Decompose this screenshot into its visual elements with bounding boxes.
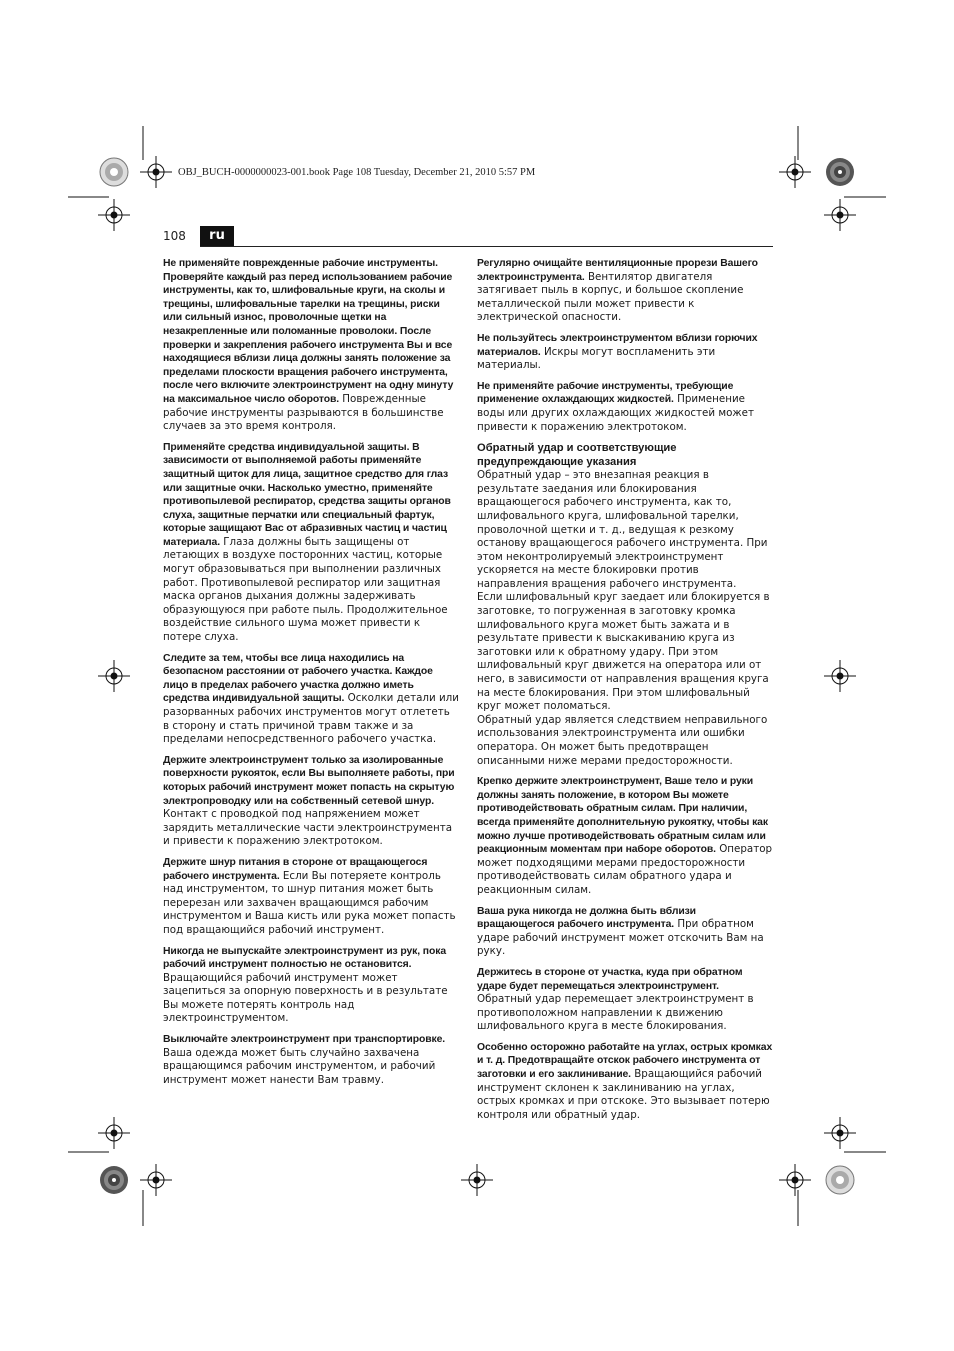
crosshair-left-upper xyxy=(98,199,130,231)
crosshair-left-lower xyxy=(98,1117,130,1149)
warning-paragraph xyxy=(477,966,773,1034)
book-info-line: OBJ_BUCH-0000000023-001.book Page 108 Tuesday, December 21, 2010 5:57 PM xyxy=(178,167,536,178)
crosshair-right-lower xyxy=(824,1117,856,1149)
section-heading: Обратный удар и соответствующие предупреждающие указания xyxy=(477,442,677,469)
star-target-top-right xyxy=(826,158,854,186)
warning-paragraph xyxy=(477,257,773,325)
crosshair-top-left xyxy=(140,156,172,188)
star-target-top-left xyxy=(100,158,128,186)
crosshair-left-middle xyxy=(98,660,130,692)
right-column xyxy=(477,257,773,1129)
warning-text: Контакт с проводкой под напряжением может зарядить металлические части электроинструмента и привести к поражению электротоком. xyxy=(163,808,453,848)
crosshair-right-middle xyxy=(824,660,856,692)
crosshair-bottom-center xyxy=(461,1164,493,1196)
header-rule xyxy=(200,246,773,247)
warning-bold: Регулярно очищайте вентиляционные прорези Вашего электроинструмента. xyxy=(477,258,758,283)
warning-bold: Не применяйте рабочие инструменты, требующие применение охлаждающих жидкостей. xyxy=(477,380,734,406)
crosshair-bottom-left xyxy=(140,1164,172,1196)
warning-paragraph xyxy=(163,1033,459,1087)
warning-text: Оператор может подходящими мерами предосторожности противодействовать силам обратного удара и реакционным силам. xyxy=(477,843,773,896)
star-target-bottom-right xyxy=(826,1166,854,1194)
warning-paragraph xyxy=(477,905,773,959)
body-paragraph: Обратный удар – это внезапная реакция в результате заедания или блокирования вращающегося рабочего инструмента, как то, шлифовального круга, шлифовальной тарелки, проволочной щетки и т. д., ведущая к резкому останову вращающегося рабочего инструмента. При этом неконтролируемый электроинструмент ускоряется на месте блокировки против направления вращения рабочего инструмента. xyxy=(477,469,768,590)
warning-bold: Держите электроинструмент только за изолированные поверхности рукояток, если Вы выполняете работы, при которых рабочий инструмент может попасть на скрытую электропроводку или на собственный сетевой шнур. xyxy=(163,754,455,807)
crosshair-top-right xyxy=(779,156,811,188)
warning-bold: Выключайте электроинструмент при транспортировке. xyxy=(163,1034,446,1046)
warning-text: При обратном ударе рабочий инструмент может отскочить Вам на руку. xyxy=(477,918,764,958)
warning-text: Ваша одежда может быть случайно захвачена вращающимся рабочим инструментом, и рабочий инструмент может нанести Вам травму. xyxy=(163,1046,436,1086)
warning-text: Глаза должны быть защищены от летающих в воздухе посторонних частиц, которые могут образовываться при выполнении различных работ. Противопылевой респиратор или защитная маска органов дыхания должны задерживать образующуюся при работе пыль. Продолжительное воздействие сильного шума может привести к потере слуха. xyxy=(163,535,448,644)
warning-bold: Держите шнур питания в стороне от вращающегося рабочего инструмента. xyxy=(163,856,428,882)
warning-text: Применение воды или других охлаждающих жидкостей может привести к поражению электротоком. xyxy=(477,393,755,433)
warning-paragraph xyxy=(477,1041,773,1123)
warning-paragraph xyxy=(477,332,773,373)
warning-bold: Держитесь в стороне от участка, куда при обратном ударе будет перемещаться электроинструмент. xyxy=(477,966,743,992)
warning-paragraph xyxy=(163,754,459,849)
language-tag: ru xyxy=(200,226,234,246)
warning-paragraph xyxy=(477,380,773,434)
warning-bold: Не пользуйтесь электроинструментом вблизи горючих материалов. xyxy=(477,332,758,358)
warning-text: Искры могут воспламенить эти материалы. xyxy=(477,345,716,372)
warning-text: Осколки детали или разорванных рабочих инструментов могут отлететь в сторону и стать причиной травм также и за пределами непосредственного рабочего участка. xyxy=(163,692,459,746)
page-number: 108 xyxy=(163,229,186,243)
warning-bold: Никогда не выпускайте электроинструмент из рук, пока рабочий инструмент полностью не остановится. xyxy=(163,945,447,971)
warning-bold: Применяйте средства индивидуальной защиты. В зависимости от выполняемой работы применяйте защитный щиток для лица, защитное средство для глаз или защитные очки. Насколько уместно, применяйте противопылевой респиратор, средства защиты органов слуха, защитные перчатки или специальный фартук, которые защищают Вас от абразивных частиц и частиц материала. xyxy=(163,441,451,548)
warning-bold: Особенно осторожно работайте на углах, острых кромках и т. д. Предотвращайте отскок рабочего инструмента от заготовки и его заклинивание. xyxy=(477,1041,773,1081)
crosshair-bottom-right xyxy=(779,1164,811,1196)
warning-bold: Крепко держите электроинструмент, Ваше тело и руки должны занять положение, в котором Вы можете противодействовать обратным силам. При наличии, всегда применяйте дополнительную рукоятку, чтобы как можно лучше противодействовать обратным силам или реакционным моментам при наборе оборотов. xyxy=(477,776,768,856)
body-paragraph: Обратный удар является следствием неправильного использования электроинструмента или ошибки оператора. Он может быть предотвращен описанными ниже мерами предосторожности. xyxy=(477,713,768,767)
warning-paragraph xyxy=(163,856,459,938)
warning-paragraph xyxy=(163,652,459,747)
body-paragraph: Если шлифовальный круг заедает или блокируется в заготовке, то погруженная в заготовку кромка шлифовального круга может быть зажата и в результате привести к выскакиванию круга из заготовки или к обратному удару. При этом шлифовальный круг движется на оператора или от него, в зависимости от направления вращения круга на месте блокирования. При этом шлифовальный круг может поломаться. xyxy=(477,591,770,713)
star-target-bottom-left xyxy=(100,1166,128,1194)
warning-paragraph xyxy=(163,257,459,434)
warning-text: Если Вы потеряете контроль над инструментом, то шнур питания может быть перерезан или захвачен вращающимся рабочим инструментом и Ваша кисть или рука может попасть под вращающийся рабочий инструмент. xyxy=(163,869,456,936)
warning-text: Вентилятор двигателя затягивает пыль в корпус, и большое скопление металлической пыли может привести к электрической опасности. xyxy=(477,270,744,324)
warning-text: Вращающийся рабочий инструмент склонен к заклиниванию на углах, острых кромках и при отскоке. Это вызывает потерю контроля или обратный удар. xyxy=(477,1068,770,1121)
warning-paragraph xyxy=(477,775,773,897)
warning-bold: Следите за тем, чтобы все лица находились на безопасном расстоянии от рабочего участка. Каждое лицо в пределах рабочего участка должно иметь средства индивидуальной защиты. xyxy=(163,652,433,705)
warning-text: Вращающийся рабочий инструмент может зацепиться за опорную поверхность и в результате Вы можете потерять контроль над электроинструментом. xyxy=(163,971,448,1025)
warning-paragraph xyxy=(163,441,459,645)
warning-text: Обратный удар перемещает электроинструмент в противоположном направлении к движению шлифовального круга в месте блокирования. xyxy=(477,993,754,1033)
warning-bold: Ваша рука никогда не должна быть вблизи вращающегося рабочего инструмента. xyxy=(477,905,696,931)
left-column xyxy=(163,257,459,1094)
warning-paragraph xyxy=(163,945,459,1027)
warning-bold: Не применяйте поврежденные рабочие инструменты. Проверяйте каждый раз перед использованием рабочие инструменты, как то, шлифовальные круги, на сколы и трещины, шлифовальные тарелки на трещины, риски или сильный износ, проволочные щетки на незакрепленные или поломанные проволоки. После проверки и закрепления рабочего инструмента Вы и все находящиеся вблизи лица должны занять положение за пределами плоскости вращения рабочего инструмента, после чего включите электроинструмент на одну минуту на максимальное число оборотов. xyxy=(163,258,454,405)
crosshair-right-upper xyxy=(824,199,856,231)
warning-text: Поврежденные рабочие инструменты разрываются в большинстве случаев за это время контроля. xyxy=(163,392,444,433)
